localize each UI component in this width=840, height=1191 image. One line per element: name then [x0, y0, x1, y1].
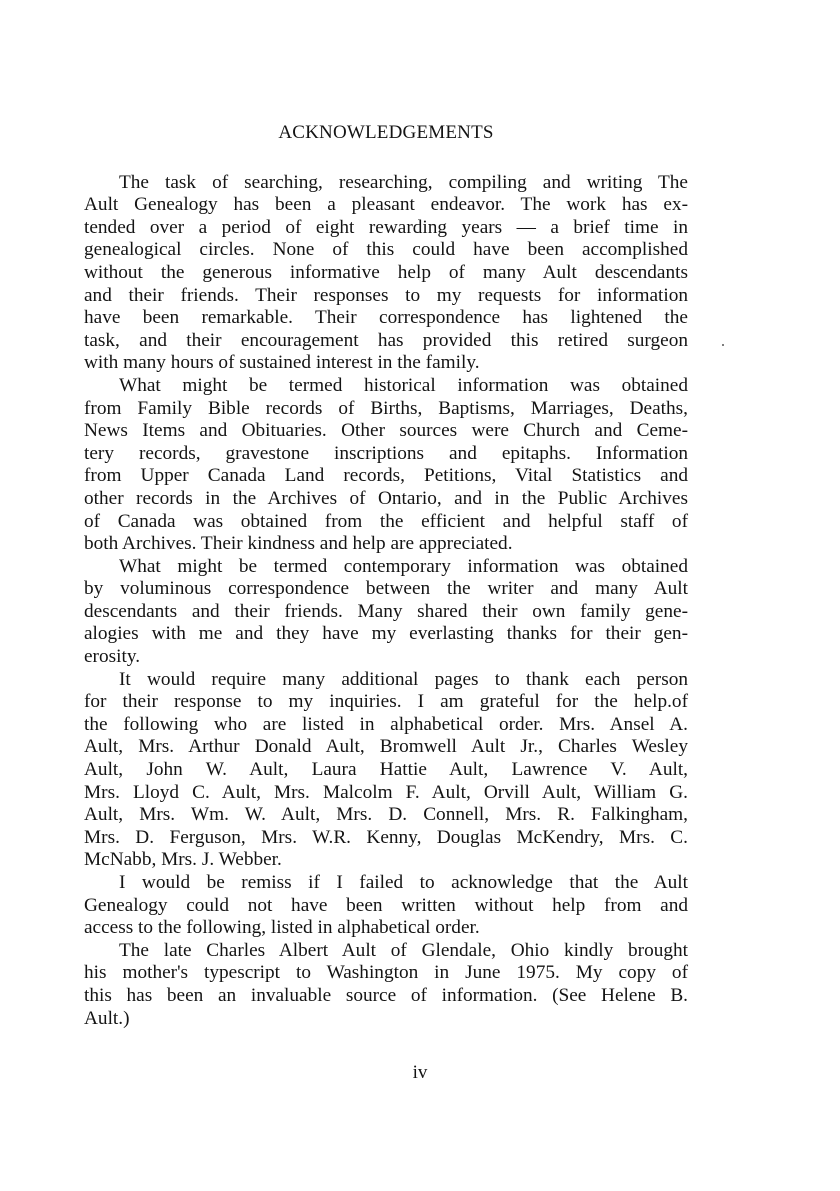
text-line: by voluminous correspondence between the writer and many Ault — [84, 578, 688, 600]
text-line: task, and their encouragement has provided this retired surgeon — [84, 329, 688, 351]
text-line: alogies with me and they have my everlasting thanks for their gen- — [84, 623, 688, 645]
document-page — [84, 122, 688, 1030]
text-line: erosity. — [84, 646, 141, 668]
text-line: without the generous informative help of many Ault descendants — [84, 261, 688, 283]
text-line: The late Charles Albert Ault of Glendale, Ohio kindly brought — [119, 939, 688, 961]
paragraph — [84, 669, 688, 872]
text-line: McNabb, Mrs. J. Webber. — [84, 849, 282, 871]
text-line: I would be remiss if I failed to acknowledge that the Ault — [119, 872, 688, 893]
text-line: this has been an invaluable source of information. (See Helene B. — [84, 984, 688, 1006]
text-line: What might be termed contemporary information was obtained — [119, 555, 688, 577]
text-line: Ault Genealogy has been a pleasant endeavor. The work has ex- — [84, 194, 688, 216]
paragraph — [84, 172, 688, 375]
text-line: of Canada was obtained from the efficient and helpful staff of — [84, 510, 688, 532]
text-line: have been remarkable. Their correspondence has lightened the — [84, 307, 688, 329]
text-line: from Family Bible records of Births, Baptisms, Marriages, Deaths, — [84, 397, 688, 419]
page-title: ACKNOWLEDGEMENTS — [278, 122, 494, 143]
print-speck — [722, 344, 724, 346]
text-line: Genealogy could not have been written without help from and — [84, 894, 688, 916]
text-line: access to the following, listed in alphabetical order. — [84, 917, 480, 939]
text-line: both Archives. Their kindness and help are appreciated. — [84, 533, 513, 555]
text-line: for their response to my inquiries. I am grateful for the help.of — [84, 691, 688, 713]
text-line: tery records, gravestone inscriptions and epitaphs. Information — [84, 442, 688, 464]
text-line: Ault.) — [84, 1007, 130, 1029]
text-line: The task of searching, researching, compiling and writing The — [119, 171, 688, 193]
text-line: the following who are listed in alphabetical order. Mrs. Ansel A. — [84, 713, 688, 735]
text-line: genealogical circles. None of this could have been accomplished — [84, 239, 688, 261]
text-line: Ault, John W. Ault, Laura Hattie Ault, Lawrence V. Ault, — [84, 759, 688, 781]
paragraph — [84, 375, 688, 556]
text-line: with many hours of sustained interest in the family. — [84, 352, 480, 374]
paragraph — [84, 940, 688, 1030]
text-line: Ault, Mrs. Arthur Donald Ault, Bromwell Ault Jr., Charles Wesley — [84, 736, 688, 758]
text-line: tended over a period of eight rewarding years — a brief time in — [84, 216, 688, 238]
text-line: News Items and Obituaries. Other sources were Church and Ceme- — [84, 420, 688, 442]
text-line: other records in the Archives of Ontario, and in the Public Archives — [84, 487, 688, 509]
text-line: from Upper Canada Land records, Petitions, Vital Statistics and — [84, 465, 688, 487]
text-line: It would require many additional pages to thank each person — [119, 668, 688, 690]
text-line: descendants and their friends. Many shared their own family gene- — [84, 600, 688, 622]
paragraph — [84, 556, 688, 669]
paragraph — [84, 872, 688, 940]
text-line: Mrs. D. Ferguson, Mrs. W.R. Kenny, Douglas McKendry, Mrs. C. — [84, 826, 688, 848]
text-line: Mrs. Lloyd C. Ault, Mrs. Malcolm F. Ault, Orvill Ault, William G. — [84, 781, 688, 803]
text-line: What might be termed historical information was obtained — [119, 374, 688, 396]
text-line: and their friends. Their responses to my requests for information — [84, 284, 688, 306]
text-line: his mother's typescript to Washington in June 1975. My copy of — [84, 962, 688, 984]
page-number: iv — [412, 1062, 428, 1083]
body-text — [84, 172, 688, 1031]
text-line: Ault, Mrs. Wm. W. Ault, Mrs. D. Connell, Mrs. R. Falkingham, — [84, 804, 688, 826]
